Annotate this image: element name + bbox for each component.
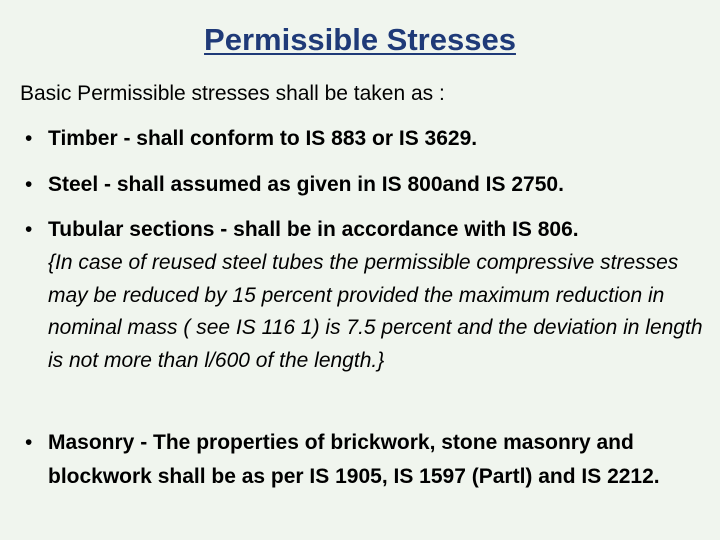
bullet-note: {In case of reused steel tubes the permissible compressive stresses may be reduced by 15 percent provided the maximum reduction in nominal mass ( see IS 116 1) is 7.5 percent and the deviation in length is not more than l/600 of the length.} — [48, 251, 703, 372]
slide-title-text: Permissible Stresses — [204, 22, 516, 57]
intro-text: Basic Permissible stresses shall be taken as : — [20, 82, 445, 105]
bullet-text: Timber - shall conform to IS 883 or IS 3629. — [48, 127, 478, 150]
bullet-marker: • — [25, 173, 33, 196]
bullet-text: Steel - shall assumed as given in IS 800and IS 2750. — [48, 173, 564, 196]
bullet-steel — [20, 168, 715, 202]
bullet-marker: • — [25, 431, 33, 454]
bullet-marker: • — [25, 127, 33, 150]
bullet-text: Tubular sections - shall be in accordance with IS 806. — [48, 218, 579, 241]
bullet-text: Masonry - The properties of brickwork, stone masonry and blockwork shall be as per IS 1905, IS 1597 (Partl) and IS 2212. — [48, 431, 660, 488]
bullet-timber — [20, 122, 715, 156]
bullet-tubular-sections — [20, 213, 715, 377]
slide-title — [0, 20, 720, 60]
bullet-marker: • — [25, 218, 33, 241]
bullet-masonry — [20, 426, 715, 494]
